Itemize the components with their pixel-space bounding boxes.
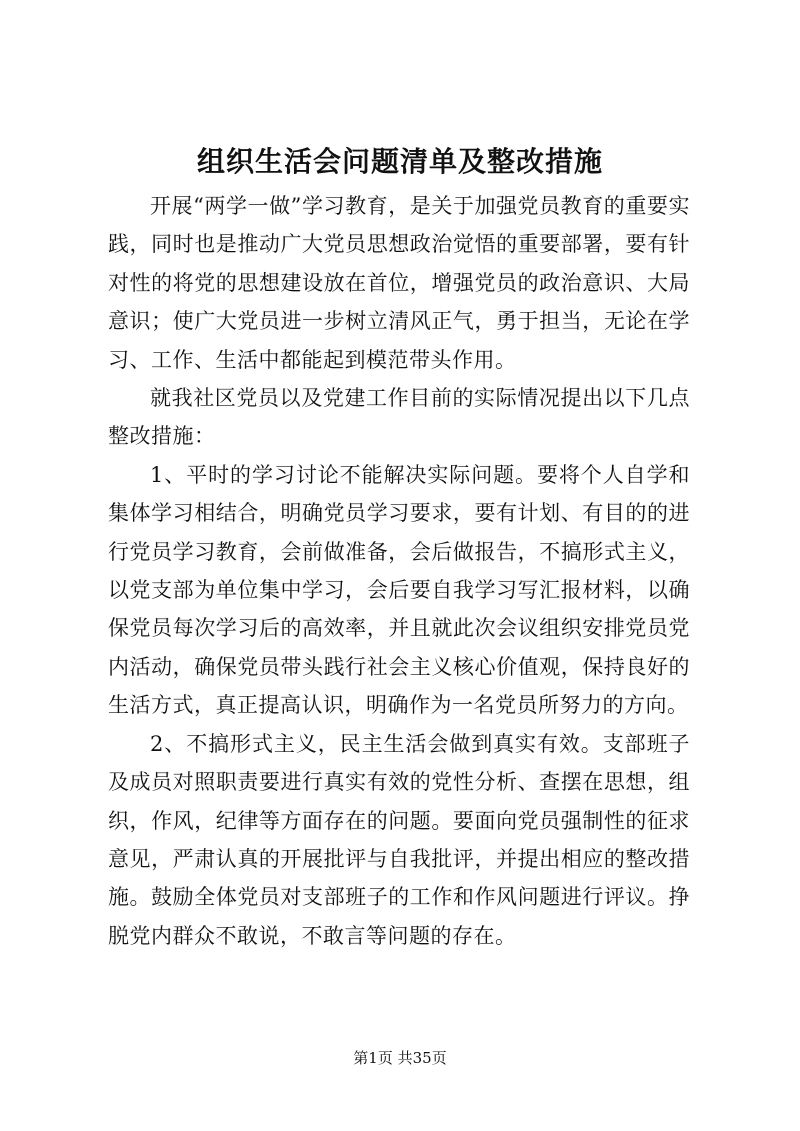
page-number-footer: 第1页 共35页 xyxy=(353,1049,447,1067)
document-body xyxy=(108,187,690,955)
document-title: 组织生活会问题清单及整改措施 xyxy=(196,145,603,178)
paragraph-intro: 开展“两学一做”学习教育，是关于加强党员教育的重要实践，同时也是推动广大党员思想政治觉悟的重要部署，要有针对性的将党的思想建设放在首位，增强党员的政治意识、大局意识；使广大党员进一步树立清风正气，勇于担当，无论在学习、工作、生活中都能起到模范带头作用。 xyxy=(108,194,690,372)
paragraph-lead-in: 就我社区党员以及党建工作目前的实际情况提出以下几点整改措施： xyxy=(108,386,690,449)
paragraph-measure-1: 1、平时的学习讨论不能解决实际问题。要将个人自学和集体学习相结合，明确党员学习要求，要有计划、有目的的进行党员学习教育，会前做准备，会后做报告，不搞形式主义，以党支部为单位集中学习，会后要自我学习写汇报材料，以确保党员每次学习后的高效率，并且就此次会议组织安排党员党内活动，确保党员带头践行社会主义核心价值观，保持良好的生活方式，真正提高认识，明确作为一名党员所努力的方向。 xyxy=(108,462,690,718)
paragraph-measure-2: 2、不搞形式主义，民主生活会做到真实有效。支部班子及成员对照职责要进行真实有效的党性分析、查摆在思想，组织，作风，纪律等方面存在的问题。要面向党员强制性的征求意见，严肃认真的开展批评与自我批评，并提出相应的整改措施。鼓励全体党员对支部班子的工作和作风问题进行评议。挣脱党内群众不敢说，不敢言等问题的存在。 xyxy=(108,731,690,948)
